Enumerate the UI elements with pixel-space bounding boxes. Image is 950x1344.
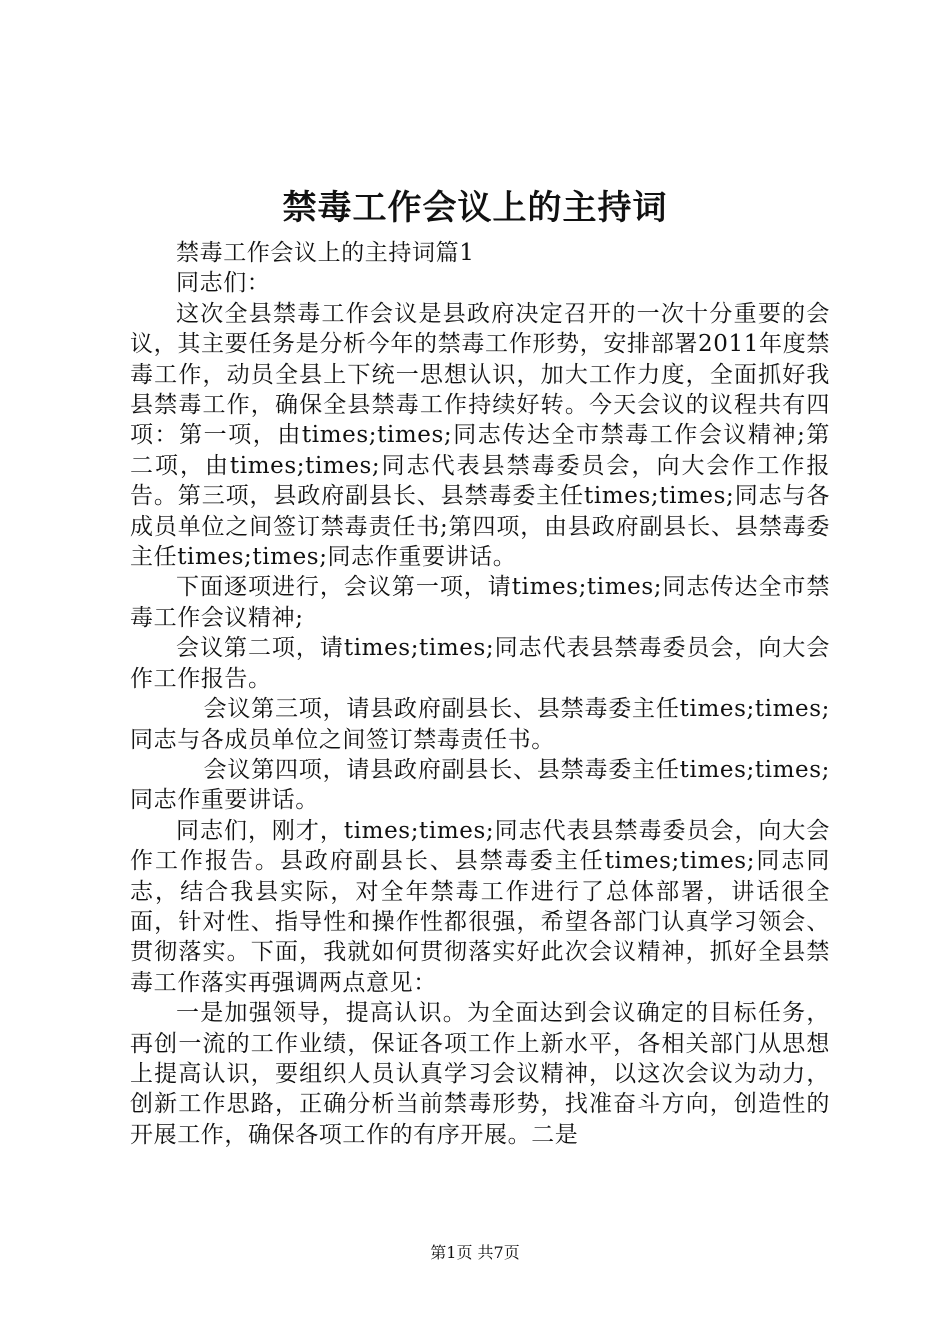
paragraph-subtitle: 禁毒工作会议上的主持词篇1 (176, 240, 475, 266)
paragraph-item-two: 会议第二项，请times;times;同志代表县禁毒委员会，向大会作工作报告。 (130, 635, 830, 692)
paragraph-item-three: 会议第三项，请县政府副县长、县禁毒委主任times;times;同志与各成员单位之间签订禁毒责任书。 (130, 696, 830, 753)
page-footer: 第1页 共7页 (430, 1243, 520, 1262)
paragraph-summary: 同志们，刚才，times;times;同志代表县禁毒委员会，向大会作工作报告。县政府副县长、县禁毒委主任times;times;同志同志，结合我县实际，对全年禁毒工作进行了总体部署，讲话很全面，针对性、指导性和操作性都很强，希望各部门认真学习领会、贯彻落实。下面，我就如何贯彻落实好此次会议精神，抓好全县禁毒工作落实再强调两点意见： (130, 817, 830, 996)
document-title: 禁毒工作会议上的主持词 (282, 188, 668, 228)
document-body (130, 238, 830, 1150)
paragraph-item-one: 下面逐项进行，会议第一项，请times;times;同志传达全市禁毒工作会议精神; (130, 574, 830, 631)
paragraph-greeting: 同志们： (176, 270, 271, 297)
paragraph-item-four: 会议第四项，请县政府副县长、县禁毒委主任times;times;同志作重要讲话。 (130, 756, 830, 814)
paragraph-agenda: 这次全县禁毒工作会议是县政府决定召开的一次十分重要的会议，其主要任务是分析今年的禁毒工作形势，安排部署2011年度禁毒工作，动员全县上下统一思想认识，加大工作力度，全面抓好我县禁毒工作，确保全县禁毒工作持续好转。今天会议的议程共有四项：第一项，由times;times;同志传达全市禁毒工作会议精神;第二项，由times;times;同志代表县禁毒委员会，向大会作工作报告。第三项，县政府副县长、县禁毒委主任times;times;同志与各成员单位之间签订禁毒责任书;第四项，由县政府副县长、县禁毒委主任times;times;同志作重要讲话。 (130, 300, 830, 571)
paragraph-point-one: 一是加强领导，提高认识。为全面达到会议确定的目标任务，再创一流的工作业绩，保证各项工作上新水平，各相关部门从思想上提高认识，要组织人员认真学习会议精神，以这次会议为动力，创新工作思路，正确分析当前禁毒形势，找准奋斗方向，创造性的开展工作，确保各项工作的有序开展。二是 (130, 1000, 830, 1148)
